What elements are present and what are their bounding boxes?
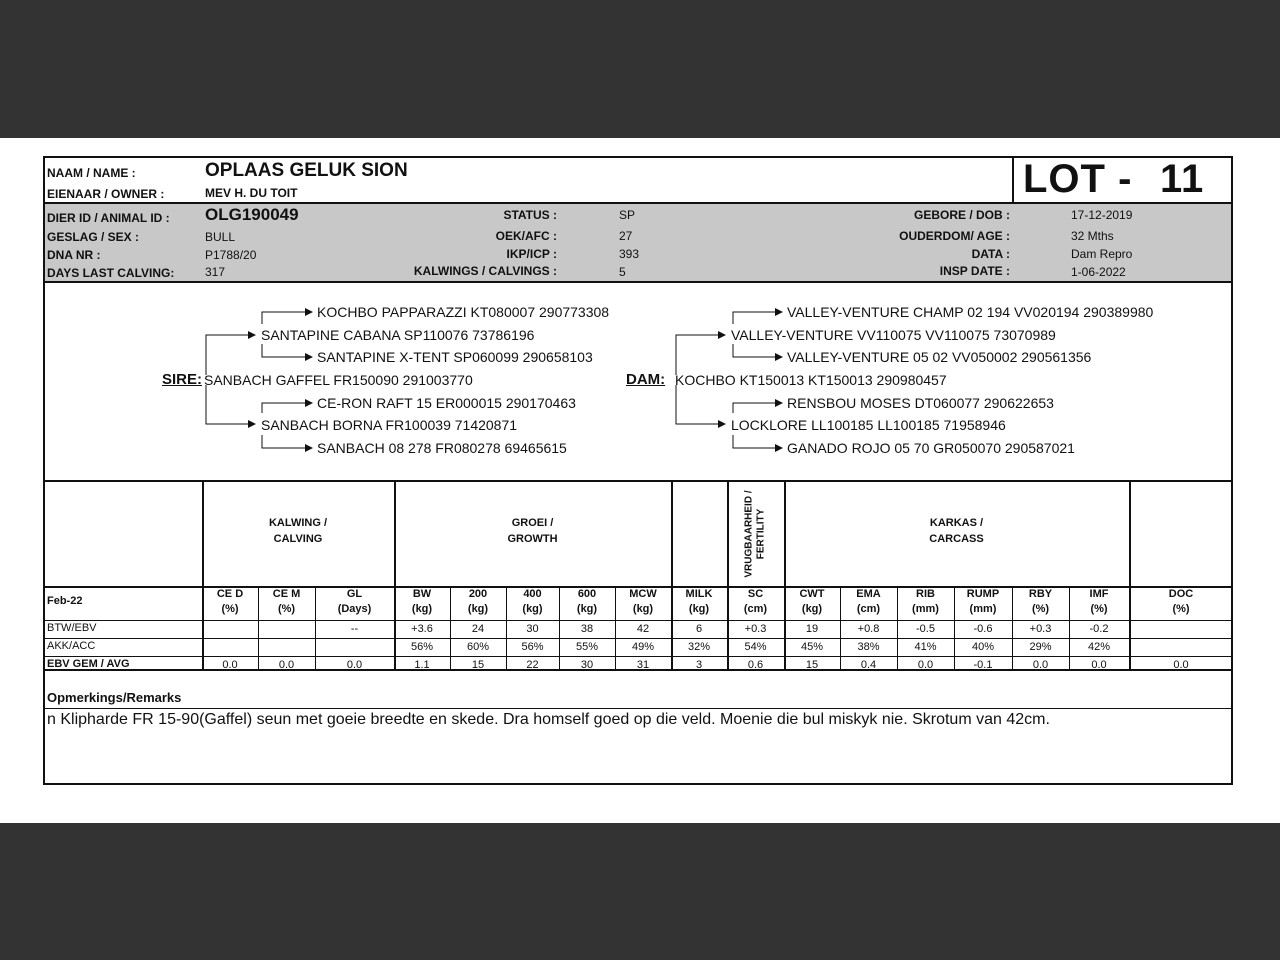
table-cell: 55% (575, 641, 599, 653)
table-cell: 32% (687, 641, 711, 653)
table-cell: +0.3 (744, 623, 767, 635)
table-cell: 29% (1029, 641, 1052, 653)
lot-card (43, 156, 1233, 785)
icp-label: IKP/ICP : (506, 247, 557, 261)
sire-sire-sire: KOCHBO PAPPARAZZI KT080007 290773308 (317, 304, 610, 320)
column-header-rump: RUMP (966, 588, 1000, 600)
table-cell: 0.6 (747, 659, 764, 671)
table-cell: 45% (800, 641, 824, 653)
sire-sire: SANTAPINE CABANA SP110076 73786196 (261, 327, 535, 343)
column-header-bw: BW (412, 588, 432, 600)
group-fertility-label: VRUGBAARHEID / FERTILITY (743, 489, 767, 578)
calvings-value: 5 (619, 265, 626, 279)
column-header-400: 400 (523, 588, 542, 600)
table-cell: 3 (695, 659, 703, 671)
column-unit: (%) (221, 603, 239, 615)
column-unit: (kg) (522, 603, 543, 615)
sex-value: BULL (205, 230, 236, 244)
table-cell: 31 (636, 659, 650, 671)
period-label: Feb-22 (47, 595, 83, 607)
column-unit: (%) (277, 603, 296, 615)
dam-sire: VALLEY-VENTURE VV110075 VV110075 73070989 (731, 327, 1056, 343)
dam-label: DAM: (626, 371, 666, 388)
status-label: STATUS : (503, 208, 557, 222)
data-label: DATA : (971, 247, 1010, 261)
sire: SANBACH GAFFEL FR150090 291003770 (204, 372, 473, 388)
column-unit: (%) (1031, 603, 1050, 615)
group-calving: KALWING / CALVING (268, 517, 328, 545)
table-cell: 60% (466, 641, 490, 653)
column-unit: (%) (1090, 603, 1108, 615)
days-value: 317 (205, 265, 226, 279)
table-cell: 0.0 (1091, 659, 1107, 671)
icp-value: 393 (619, 247, 640, 261)
table-cell: 0.0 (222, 659, 238, 671)
column-unit: (Days) (337, 603, 372, 615)
column-unit: (mm) (969, 603, 997, 615)
column-header-rib: RIB (916, 588, 935, 600)
dam-dam: LOCKLORE LL100185 LL100185 71958946 (731, 417, 1006, 433)
column-header-600: 600 (577, 588, 597, 600)
table-cell: 30 (580, 659, 594, 671)
group-divider (202, 481, 204, 669)
table-cell: -0.2 (1089, 623, 1109, 635)
table-cell: 54% (744, 641, 767, 653)
column-header-ce-d: CE D (216, 588, 244, 600)
sex-label: GESLAG / SEX : (47, 230, 140, 244)
table-cell: +0.8 (857, 623, 880, 635)
row-label: AKK/ACC (47, 640, 96, 652)
row-label: BTW/EBV (47, 622, 97, 634)
table-cell: 56% (410, 641, 434, 653)
animal-id-label: DIER ID / ANIMAL ID : (47, 211, 170, 225)
table-cell: 19 (805, 623, 819, 635)
owner-name: MEV H. DU TOIT (205, 186, 298, 200)
table-cell: 15 (805, 659, 819, 671)
column-header-mcw: MCW (629, 588, 657, 600)
table-cell: 38 (580, 623, 594, 635)
table-cell: +0.3 (1029, 623, 1052, 635)
column-unit: (cm) (856, 603, 881, 615)
row-label: EBV GEM / AVG (47, 658, 130, 670)
status-value: SP (619, 208, 636, 222)
column-unit: (kg) (576, 603, 598, 615)
table-cell: -0.1 (973, 659, 993, 671)
column-unit: (kg) (411, 603, 433, 615)
column-header-cwt: CWT (799, 588, 825, 600)
table-cell: 40% (971, 641, 995, 653)
table-cell: 24 (471, 623, 485, 635)
table-cell: 0.4 (860, 659, 877, 671)
afc-value: 27 (619, 229, 633, 243)
table-cell: 0.0 (346, 659, 363, 671)
lot-label: LOT - (1023, 157, 1133, 201)
dna-value: P1788/20 (205, 248, 257, 262)
column-header-ema: EMA (856, 588, 881, 600)
animal-id: OLG190049 (205, 205, 299, 224)
table-rule (45, 638, 1231, 639)
column-header-sc: SC (747, 588, 764, 600)
table-cell: 42% (1087, 641, 1111, 653)
column-header-imf: IMF (1089, 588, 1109, 600)
group-fertility (727, 481, 784, 586)
dob-label: GEBORE / DOB : (913, 208, 1010, 222)
table-cell: 41% (914, 641, 937, 653)
age-label: OUDERDOM/ AGE : (899, 229, 1010, 243)
insp-value: 1-06-2022 (1071, 265, 1126, 279)
name-label: NAAM / NAME : (47, 166, 136, 180)
column-header-milk: MILK (685, 588, 713, 600)
days-label: DAYS LAST CALVING: (47, 266, 175, 280)
column-header-doc: DOC (1168, 588, 1194, 600)
remarks-text: n Klipharde FR 15-90(Gaffel) seun met goeie breedte en skede. Dra homself goed op die veld. Moenie die bul miskyk nie. Skrotum van 42cm. (47, 711, 1050, 728)
dam-sire-sire: VALLEY-VENTURE CHAMP 02 194 VV020194 290389980 (787, 304, 1154, 320)
sire-label: SIRE: (162, 371, 203, 388)
calvings-label: KALWINGS / CALVINGS : (413, 264, 557, 278)
table-cell: 0.0 (1032, 659, 1049, 671)
table-cell: 38% (857, 641, 880, 653)
column-unit: (kg) (632, 603, 654, 615)
table-cell: 30 (526, 623, 539, 635)
data-value: Dam Repro (1071, 247, 1133, 261)
column-unit: (%) (1172, 603, 1190, 615)
column-header-ce-m: CE M (272, 588, 301, 600)
column-unit: (kg) (467, 603, 489, 615)
table-cell: 42 (636, 623, 650, 635)
sire-sire-dam: SANTAPINE X-TENT SP060099 290658103 (317, 349, 593, 365)
insp-label: INSP DATE : (939, 264, 1010, 278)
table-cell: 49% (631, 641, 655, 653)
divider (45, 708, 1231, 709)
table-cell: 56% (521, 641, 544, 653)
table-cell: +3.6 (411, 623, 433, 635)
dam-dam-sire: RENSBOU MOSES DT060077 290622653 (787, 395, 1054, 411)
column-header-200: 200 (468, 588, 488, 600)
table-cell: 22 (526, 659, 539, 671)
table-rule (45, 620, 1231, 621)
group-carcass: KARKAS / CARCASS (929, 517, 984, 545)
remarks-title: Opmerkings/Remarks (47, 690, 182, 705)
column-unit: (kg) (688, 603, 710, 615)
column-header-gl: GL (346, 588, 363, 600)
table-rule (45, 656, 1231, 657)
group-growth: GROEI / GROWTH (507, 517, 558, 545)
owner-label: EIENAAR / OWNER : (47, 187, 165, 201)
sire-dam-sire: CE-RON RAFT 15 ER000015 290170463 (317, 395, 576, 411)
column-unit: (cm) (743, 603, 768, 615)
table-cell: 0.0 (917, 659, 934, 671)
table-cell: 6 (695, 623, 703, 635)
document-sheet (0, 138, 1280, 823)
dob-value: 17-12-2019 (1071, 208, 1133, 222)
dam-sire-dam: VALLEY-VENTURE 05 02 VV050002 290561356 (787, 349, 1092, 365)
table-cell: -0.6 (973, 623, 993, 635)
table-cell: -- (350, 623, 359, 635)
animal-name: OPLAAS GELUK SION (205, 160, 408, 181)
table-cell: 15 (471, 659, 485, 671)
column-unit: (kg) (801, 603, 823, 615)
age-value: 32 Mths (1071, 229, 1114, 243)
column-unit: (mm) (912, 603, 939, 615)
table-cell: -0.5 (916, 623, 935, 635)
sire-dam-dam: SANBACH 08 278 FR080278 69465615 (317, 440, 567, 456)
dam: KOCHBO KT150013 KT150013 290980457 (675, 372, 947, 388)
sire-dam: SANBACH BORNA FR100039 71420871 (261, 417, 518, 433)
column-header-rby: RBY (1028, 588, 1053, 600)
table-cell: 1.1 (414, 659, 430, 671)
pedigree-connectors (45, 158, 1235, 488)
afc-label: OEK/AFC : (495, 229, 557, 243)
table-cell: 0.0 (1173, 659, 1189, 671)
lot-number: 11 (1160, 157, 1205, 201)
table-cell: 0.0 (278, 659, 295, 671)
dna-label: DNA NR : (47, 248, 101, 262)
dam-dam-dam: GANADO ROJO 05 70 GR050070 290587021 (787, 440, 1075, 456)
